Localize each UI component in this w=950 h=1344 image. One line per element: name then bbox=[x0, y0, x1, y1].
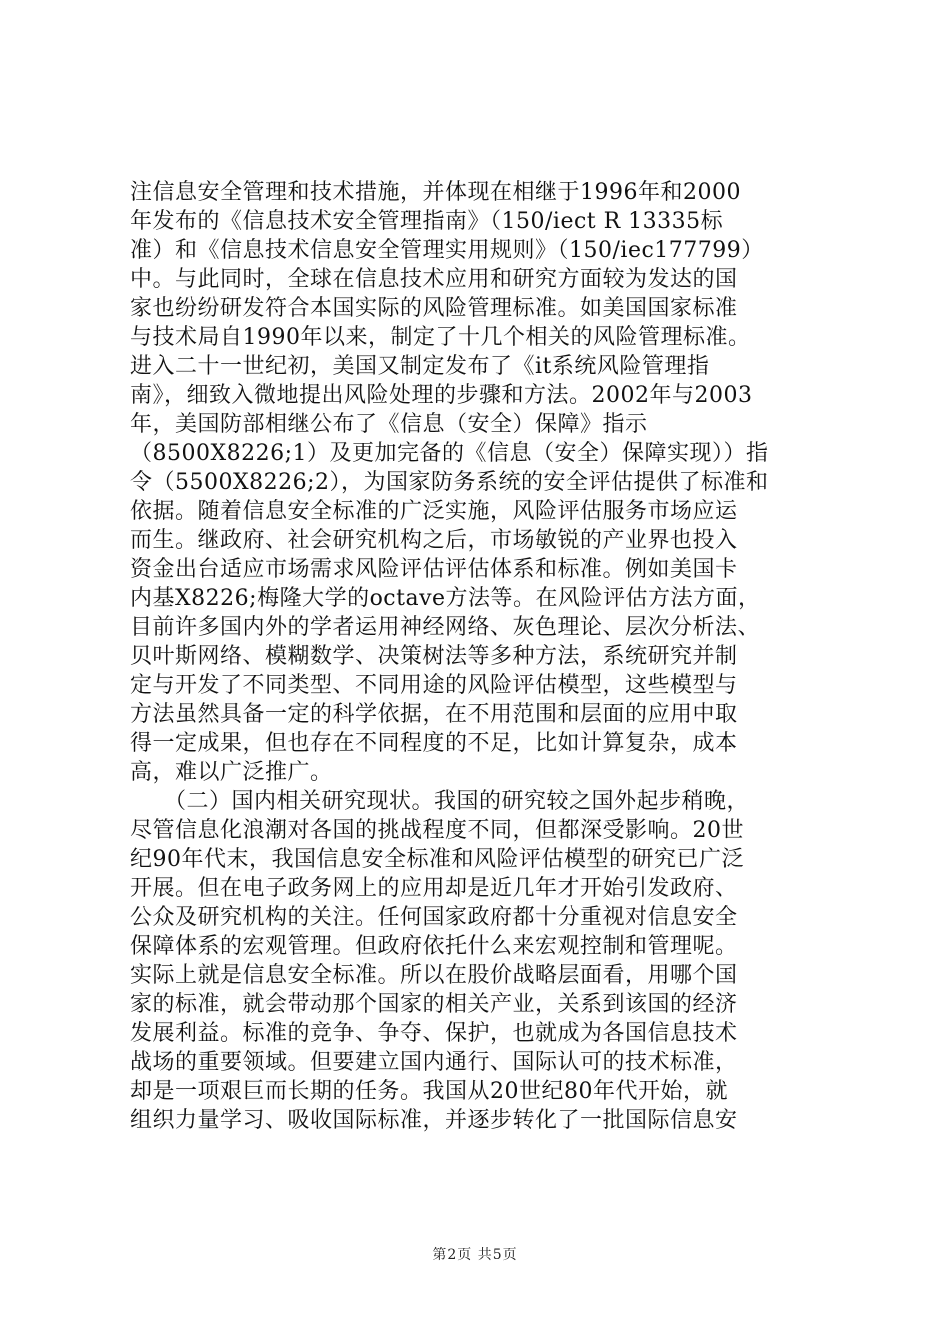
body-text bbox=[130, 178, 830, 1135]
text-line: （8500X8226;1）及更加完备的《信息（安全）保障实现））指 bbox=[130, 441, 769, 466]
text-line: 贝叶斯网络、模糊数学、决策树法等多种方法，系统研究并制 bbox=[130, 644, 738, 669]
text-line: 尽管信息化浪潮对各国的挑战程度不同，但都深受影响。20世 bbox=[130, 818, 744, 843]
text-line: 保障体系的宏观管理。但政府依托什么来宏观控制和管理呢。 bbox=[130, 934, 738, 959]
text-line: 目前许多国内外的学者运用神经网络、灰色理论、层次分析法、 bbox=[130, 615, 761, 640]
text-line: 资金出台适应市场需求风险评估评估体系和标准。例如美国卡 bbox=[130, 557, 738, 582]
text-line: 纪90年代末，我国信息安全标准和风险评估模型的研究已广泛 bbox=[130, 847, 744, 872]
text-line: 依据。随着信息安全标准的广泛实施，风险评估服务市场应运 bbox=[130, 499, 738, 524]
text-line: 南》，细致入微地提出风险处理的步骤和方法。2002年与2003 bbox=[130, 383, 753, 408]
text-line: 与技术局自1990年以来，制定了十几个相关的风险管理标准。 bbox=[130, 325, 751, 350]
text-line: 公众及研究机构的关注。任何国家政府都十分重视对信息安全 bbox=[130, 905, 738, 930]
text-line: 得一定成果，但也存在不同程度的不足，比如计算复杂，成本 bbox=[130, 731, 738, 756]
text-line: 组织力量学习、吸收国际标准，并逐步转化了一批国际信息安 bbox=[130, 1108, 738, 1133]
text-line: 注信息安全管理和技术措施，并体现在相继于1996年和2000 bbox=[130, 180, 741, 205]
text-line: 家的标准，就会带动那个国家的相关产业，关系到该国的经济 bbox=[130, 992, 738, 1017]
text-line: 中。与此同时，全球在信息技术应用和研究方面较为发达的国 bbox=[130, 267, 738, 292]
text-line: 高，难以广泛推广。 bbox=[130, 760, 333, 785]
text-line: 年，美国防部相继公布了《信息（安全）保障》指示 bbox=[130, 412, 648, 437]
text-line: 准）和《信息技术信息安全管理实用规则》（150/iec177799） bbox=[130, 238, 764, 263]
text-line: 开展。但在电子政务网上的应用却是近几年才开始引发政府、 bbox=[130, 876, 738, 901]
text-line: 定与开发了不同类型、不同用途的风险评估模型，这些模型与 bbox=[130, 673, 738, 698]
text-line: 令（5500X8226;2），为国家防务系统的安全评估提供了标准和 bbox=[130, 470, 769, 495]
text-line: 方法虽然具备一定的科学依据，在不用范围和层面的应用中取 bbox=[130, 702, 738, 727]
text-line: 发展利益。标准的竞争、争夺、保护，也就成为各国信息技术 bbox=[130, 1021, 738, 1046]
text-line: 进入二十一世纪初，美国又制定发布了《it系统风险管理指 bbox=[130, 354, 710, 379]
page-footer: 第2页 共5页 bbox=[432, 1247, 518, 1263]
text-line: 却是一项艰巨而长期的任务。我国从20世纪80年代开始，就 bbox=[130, 1079, 728, 1104]
text-line: 而生。继政府、社会研究机构之后，市场敏锐的产业界也投入 bbox=[130, 528, 738, 553]
text-line: 战场的重要领域。但要建立国内通行、国际认可的技术标准， bbox=[130, 1050, 738, 1075]
text-line: 内基X8226;梅隆大学的octave方法等。在风险评估方法方面， bbox=[130, 586, 761, 611]
text-line: 年发布的《信息技术安全管理指南》（150/iect R 13335标 bbox=[130, 209, 724, 234]
text-line: （二）国内相关研究现状。我国的研究较之国外起步稍晚， bbox=[130, 789, 750, 814]
text-line: 家也纷纷研发符合本国实际的风险管理标准。如美国国家标准 bbox=[130, 296, 738, 321]
text-line: 实际上就是信息安全标准。所以在股价战略层面看，用哪个国 bbox=[130, 963, 738, 988]
